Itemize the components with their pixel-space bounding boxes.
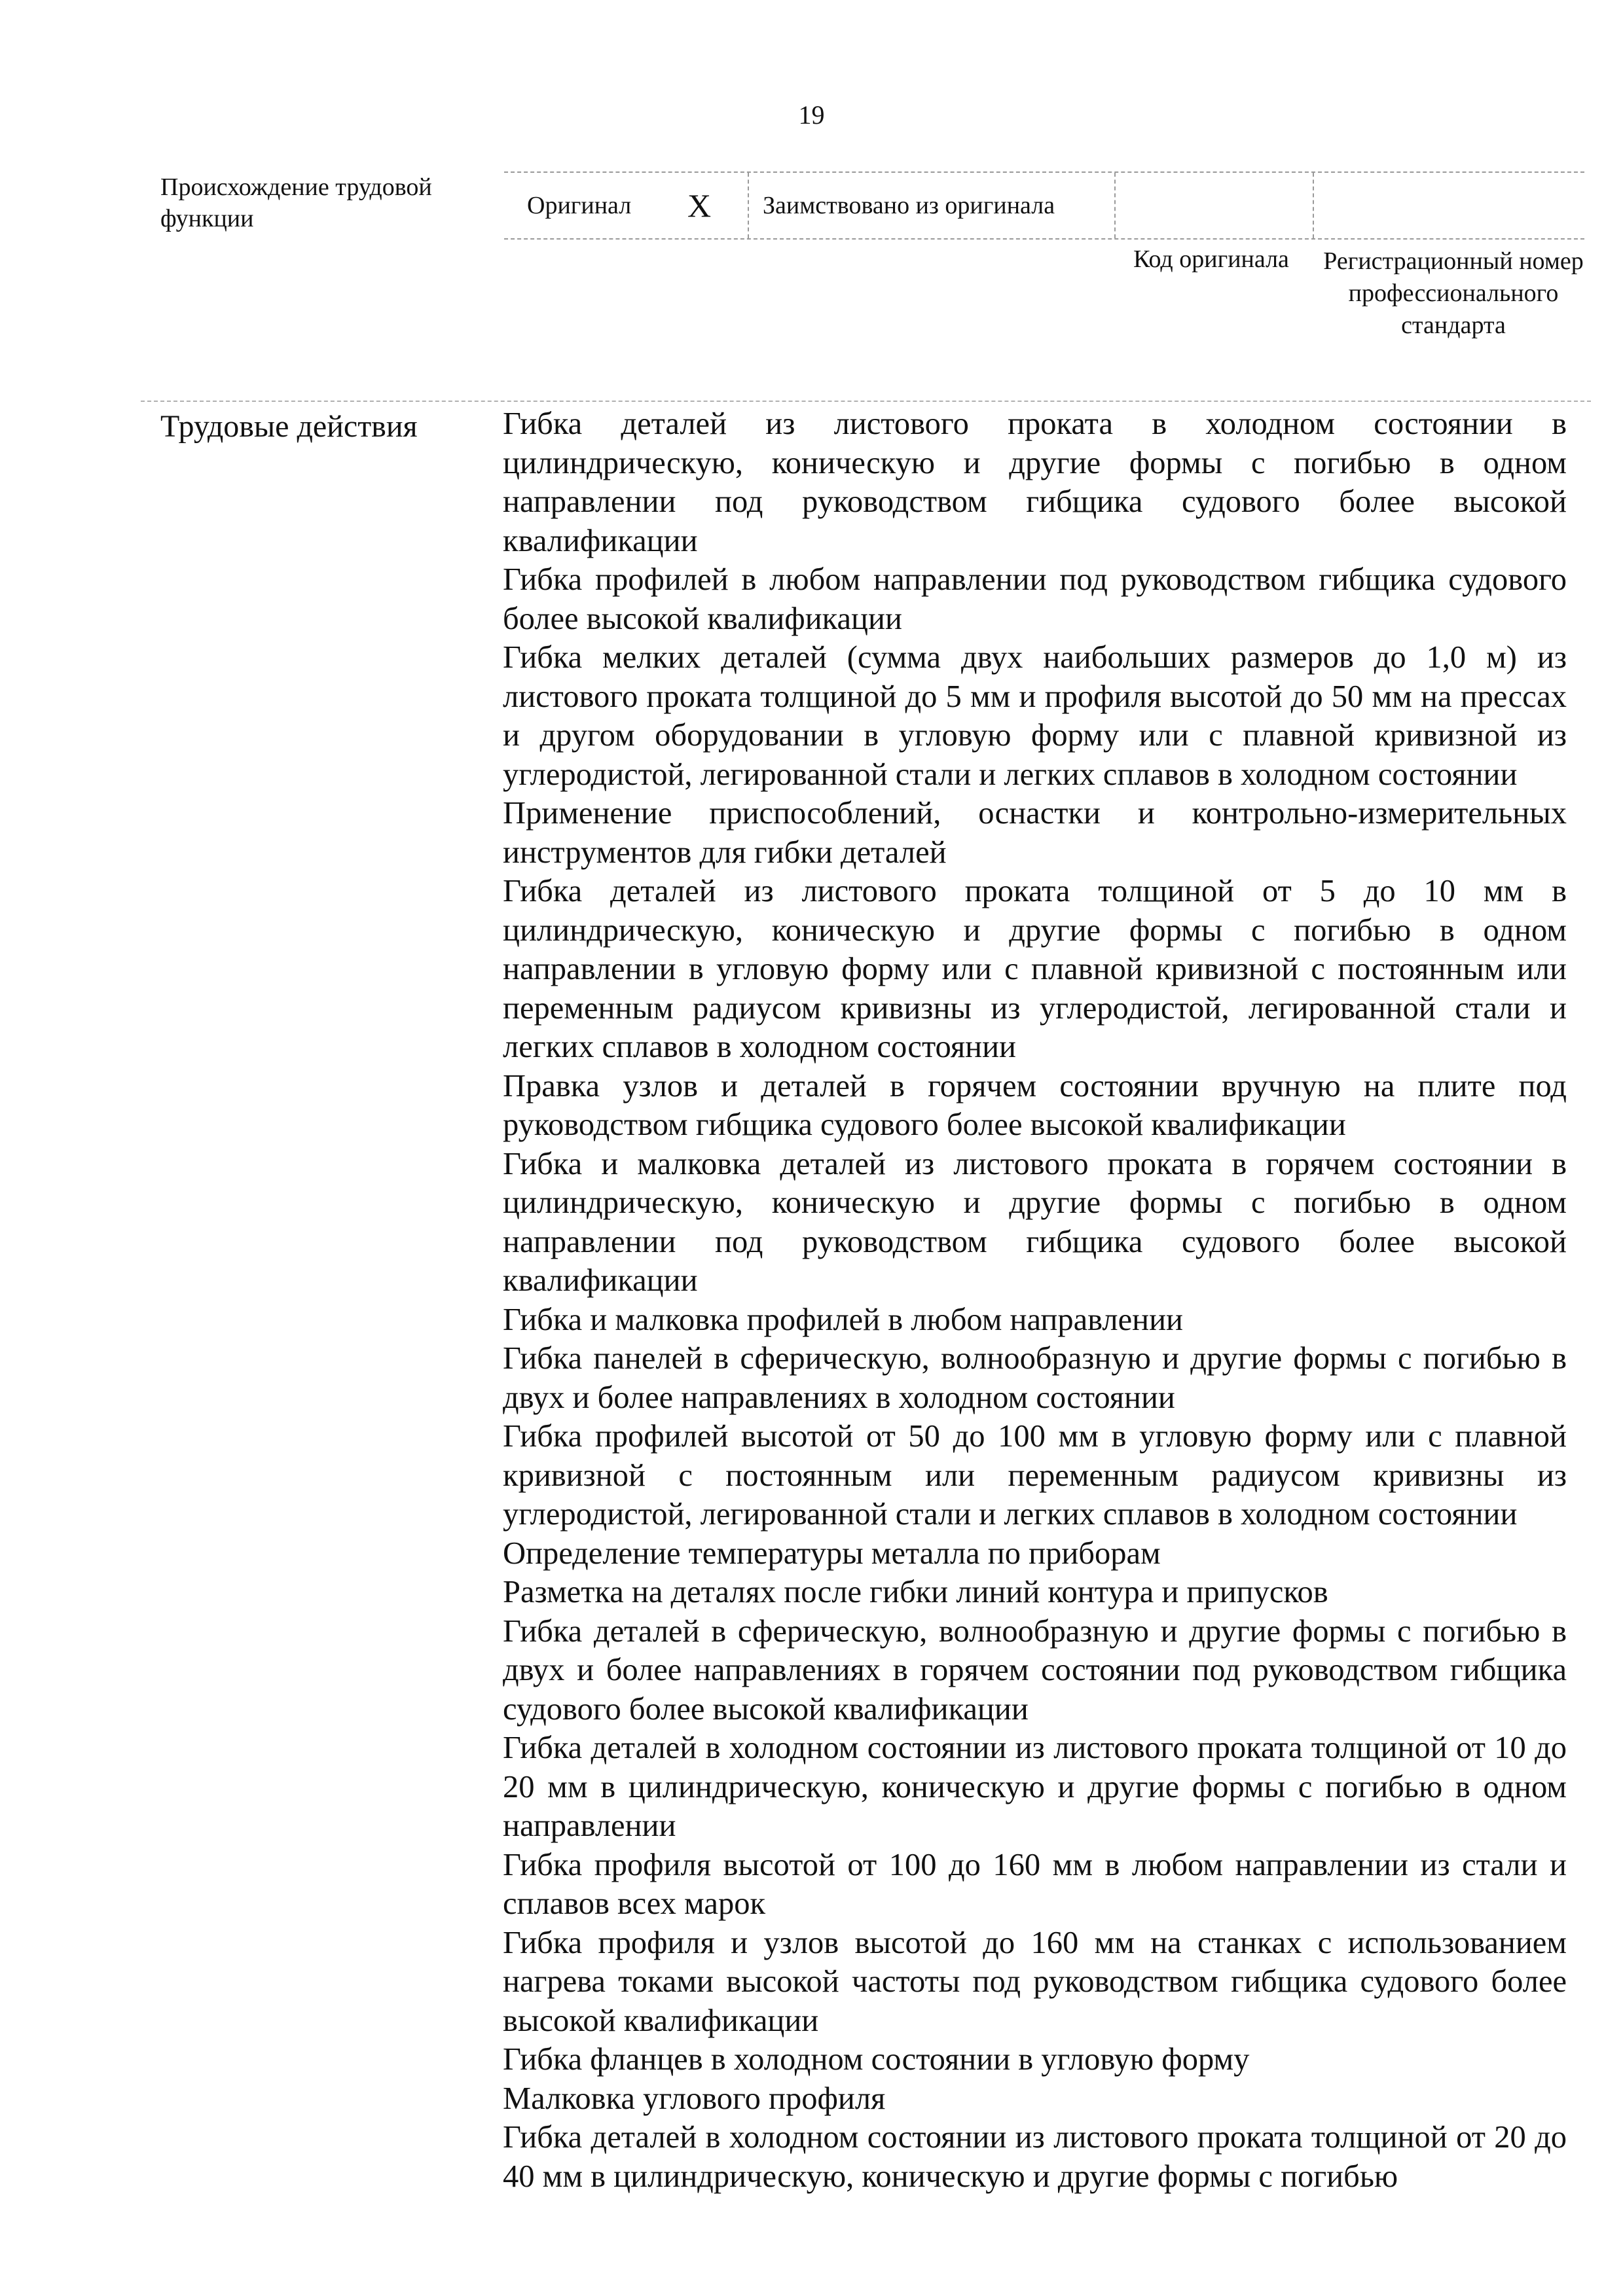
labor-action-item: Гибка профиля и узлов высотой до 160 мм на станках с использованием нагрева токами высокой частоты под руководством гибщика судового более высокой квалификации bbox=[503, 1925, 1567, 2038]
labor-action-item: Гибка деталей в холодном состоянии из листового проката толщиной от 20 до 40 мм в цилиндрическую, коническую и другие формы с погибью bbox=[503, 2120, 1567, 2194]
borrowed-cell: Заимствовано из оригинала bbox=[763, 192, 1055, 219]
labor-action-item: Определение температуры металла по приборам bbox=[503, 1535, 1161, 1571]
code-caption: Код оригинала bbox=[1133, 245, 1289, 273]
labor-action-item: Применение приспособлений, оснастки и контрольно-измерительных инструментов для гибки деталей bbox=[503, 796, 1567, 870]
section-divider bbox=[141, 401, 1591, 402]
page-number: 19 bbox=[798, 100, 825, 130]
labor-action-item: Гибка и малковка профилей в любом направлении bbox=[503, 1302, 1183, 1337]
labor-action-item: Гибка и малковка деталей из листового проката в горячем состоянии в цилиндрическую, коническую и другие формы с погибью в одном направлении под руководством гибщика судового более высокой квалификации bbox=[503, 1146, 1567, 1298]
original-cell: Оригинал bbox=[527, 192, 632, 219]
labor-action-item: Гибка профиля высотой от 100 до 160 мм в любом направлении из стали и сплавов всех марок bbox=[503, 1847, 1567, 1921]
labor-action-item: Малковка углового профиля bbox=[503, 2081, 886, 2116]
cell-divider bbox=[1114, 173, 1116, 238]
cell-divider bbox=[748, 173, 749, 238]
origin-label: Происхождение трудовой функции bbox=[160, 173, 432, 232]
labor-action-item: Гибка деталей в сферическую, волнообразную и другие формы с погибью в двух и более направлениях в горячем состоянии под руководством гибщика судового более высокой квалификации bbox=[503, 1613, 1567, 1727]
labor-action-item: Гибка профилей высотой от 50 до 100 мм в угловую форму или с плавной кривизной с постоянным или переменным радиусом кривизны из углеродистой, легированной стали и легких сплавов в холодном состоянии bbox=[503, 1419, 1567, 1532]
cell-divider bbox=[1313, 173, 1314, 238]
labor-action-item: Гибка фланцев в холодном состоянии в угловую форму bbox=[503, 2042, 1250, 2077]
labor-action-item: Гибка деталей из листового проката толщиной от 5 до 10 мм в цилиндрическую, коническую и другие формы с погибью в одном направлении в угловую форму или с плавной кривизной с постоянным или переменным радиусом кривизны из углеродистой, легированной стали и легких сплавов в холодном состоянии bbox=[503, 874, 1567, 1064]
labor-action-item: Правка узлов и деталей в горячем состоянии вручную на плите под руководством гибщика судового более высокой квалификации bbox=[503, 1068, 1567, 1142]
labor-action-item: Гибка профилей в любом направлении под руководством гибщика судового более высокой квалификации bbox=[503, 562, 1567, 636]
registration-caption: Регистрационный номер профессионального стандарта bbox=[1323, 247, 1584, 339]
labor-action-item: Гибка деталей в холодном состоянии из листового проката толщиной от 10 до 20 мм в цилиндрическую, коническую и другие формы с погибью в одном направлении bbox=[503, 1731, 1567, 1843]
original-mark: X bbox=[687, 187, 712, 224]
origin-table bbox=[504, 171, 1584, 240]
labor-action-item: Разметка на деталях после гибки линий контура и припусков bbox=[503, 1575, 1328, 1609]
labor-action-item: Гибка деталей из листового проката в холодном состоянии в цилиндрическую, коническую и другие формы с погибью в одном направлении под руководством гибщика судового более высокой квалификации bbox=[503, 406, 1567, 558]
labor-actions-list bbox=[503, 404, 1567, 2196]
labor-action-item: Гибка панелей в сферическую, волнообразную и другие формы с погибью в двух и более направлениях в холодном состоянии bbox=[503, 1341, 1567, 1415]
labor-actions-label: Трудовые действия bbox=[160, 409, 418, 444]
labor-action-item: Гибка мелких деталей (сумма двух наибольших размеров до 1,0 м) из листового проката толщиной до 5 мм и профиля высотой до 50 мм на прессах и другом оборудовании в угловую форму или с плавной кривизной из углеродистой, легированной стали и легких сплавов в холодном состоянии bbox=[503, 640, 1567, 792]
